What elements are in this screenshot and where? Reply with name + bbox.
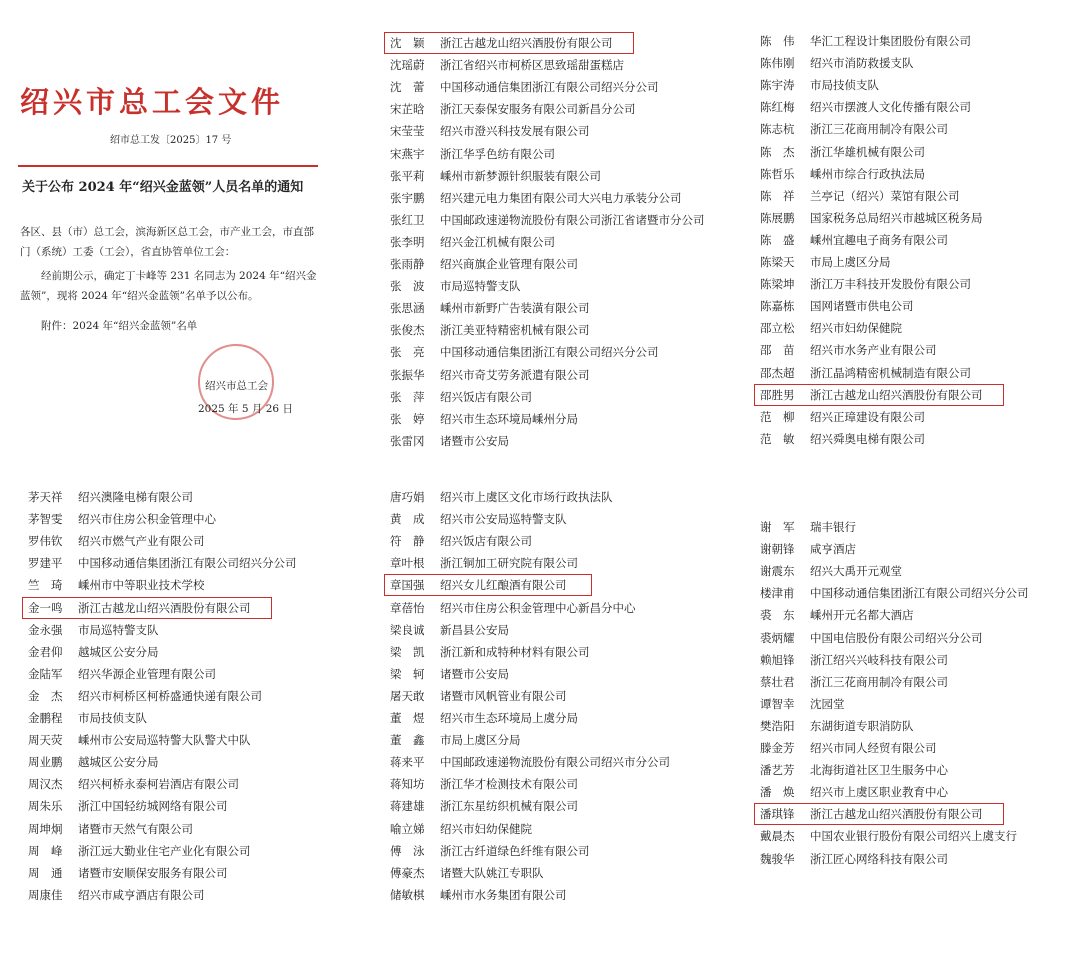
person-name: 符 静 — [390, 534, 425, 549]
person-name: 张思涵 — [390, 301, 425, 316]
person-name: 潘 焕 — [760, 785, 795, 800]
organization: 中国移动通信集团浙江有限公司绍兴分公司 — [440, 345, 659, 360]
organization: 市局技侦支队 — [78, 711, 147, 725]
person-name: 陈哲乐 — [760, 166, 795, 181]
organization: 嵊州市综合行政执法局 — [810, 166, 925, 181]
person-name: 梁良诚 — [390, 622, 425, 637]
recipients-paragraph: 各区、县（市）总工会，滨海新区总工会，市产业工会，市直部门（系统）工委（工会），省直协管单位工会： — [20, 226, 314, 258]
organization: 越城区公安分局 — [78, 755, 159, 770]
organization: 沈园堂 — [810, 696, 845, 711]
organization: 绍兴市水务产业有限公司 — [810, 343, 937, 358]
person-name: 金陆军 — [28, 666, 63, 681]
organization: 浙江美亚特精密机械有限公司 — [440, 323, 590, 338]
person-name: 陈展鹏 — [760, 210, 795, 225]
organization: 绍兴市公安局巡特警支队 — [440, 512, 567, 527]
person-name: 周 峰 — [28, 843, 63, 858]
person-name: 潘琪锋 — [760, 807, 795, 822]
organization: 浙江华雄机械有限公司 — [810, 144, 925, 159]
organization: 浙江三花商用制冷有限公司 — [810, 674, 948, 689]
person-name: 陈红梅 — [760, 100, 795, 115]
person-name: 茅天祥 — [28, 490, 63, 504]
organization: 诸暨大队姚江专职队 — [440, 865, 544, 880]
person-name: 张振华 — [390, 367, 425, 382]
notice-document-panel — [0, 0, 360, 470]
organization: 绍兴柯桥永泰柯岩酒店有限公司 — [78, 777, 239, 792]
notice-heading: 关于公布 2024 年“绍兴金蓝领”人员名单的通知 — [22, 180, 304, 195]
organization: 浙江晶鸿精密机械制造有限公司 — [810, 365, 971, 380]
person-name: 周业鹏 — [28, 755, 63, 770]
person-name: 蒋知坊 — [390, 777, 425, 792]
organization: 中国邮政速递物流股份有限公司浙江省诸暨市分公司 — [440, 212, 705, 227]
organization: 绍兴市澄兴科技发展有限公司 — [440, 124, 590, 139]
organization: 中国移动通信集团浙江有限公司绍兴分公司 — [810, 586, 1029, 601]
organization: 咸亨酒店 — [810, 542, 856, 557]
organization: 瑞丰银行 — [810, 520, 856, 534]
organization: 诸暨市天然气有限公司 — [78, 821, 193, 836]
organization: 东湖街道专职消防队 — [810, 718, 914, 733]
highlight-box — [754, 803, 1004, 825]
person-name: 谢朝锋 — [760, 542, 795, 557]
organization: 诸暨市风帆管业有限公司 — [440, 688, 567, 703]
person-name: 董 煜 — [390, 711, 425, 725]
organization: 市局巡特警支队 — [78, 622, 159, 637]
person-name: 张红卫 — [390, 212, 425, 227]
person-name: 储敏棋 — [390, 887, 425, 902]
person-name: 黄 成 — [390, 512, 425, 527]
person-name: 罗伟钦 — [28, 534, 63, 549]
person-name: 周朱乐 — [28, 799, 63, 814]
organization: 诸暨市公安局 — [440, 433, 509, 448]
organization: 诸暨市公安局 — [440, 666, 509, 681]
organization: 绍兴饭店有限公司 — [440, 534, 532, 549]
person-name: 金一鸣 — [28, 600, 63, 615]
organization: 嵊州开元名都大酒店 — [810, 608, 914, 623]
person-name: 谭智幸 — [760, 696, 795, 711]
person-name: 章国强 — [390, 578, 425, 593]
organization: 绍兴市妇幼保健院 — [810, 321, 902, 336]
person-name: 周汉杰 — [28, 777, 63, 792]
organization: 浙江万丰科技开发股份有限公司 — [810, 277, 971, 292]
name-list-page-1 — [362, 0, 722, 470]
organization: 浙江铜加工研究院有限公司 — [440, 556, 578, 571]
name-list-page-3 — [0, 472, 360, 964]
organization: 绍兴市住房公积金管理中心 — [78, 512, 216, 527]
person-name: 楼津甫 — [760, 586, 795, 601]
organization: 浙江华孚色纺有限公司 — [440, 146, 555, 161]
organization: 新昌县公安局 — [440, 622, 509, 637]
person-name: 陈梁坤 — [760, 277, 795, 292]
person-name: 唐巧娟 — [390, 490, 425, 504]
organization: 市局上虞区分局 — [440, 733, 521, 748]
person-name: 邵立松 — [760, 321, 795, 336]
name-list-page-4 — [362, 472, 722, 964]
person-name: 金鹏程 — [28, 711, 63, 725]
person-name: 陈 杰 — [760, 144, 795, 159]
organization: 绍兴华源企业管理有限公司 — [78, 666, 216, 681]
organization: 浙江华才检测技术有限公司 — [440, 777, 578, 792]
person-name: 梁 凯 — [390, 644, 425, 659]
person-name: 陈志杭 — [760, 122, 795, 137]
organization: 绍兴正璋建设有限公司 — [810, 409, 925, 424]
organization: 绍兴市生态环境局上虞分局 — [440, 711, 578, 725]
organization: 浙江古越龙山绍兴酒股份有限公司 — [810, 807, 983, 822]
person-name: 章蓓怡 — [390, 600, 425, 615]
person-name: 陈梁天 — [760, 255, 795, 269]
organization: 绍兴市上虞区文化市场行政执法队 — [440, 490, 613, 504]
organization: 浙江古越龙山绍兴酒股份有限公司 — [440, 36, 613, 50]
person-name: 傅豪杰 — [390, 865, 425, 880]
person-name: 裘炳耀 — [760, 630, 795, 645]
sign-date: 2025 年 5 月 26 日 — [198, 403, 293, 415]
person-name: 梁 轲 — [390, 666, 425, 681]
attachment-line: 附件：2024 年“绍兴金蓝领”名单 — [41, 320, 198, 332]
person-name: 沈 颖 — [390, 36, 425, 50]
organization: 浙江古越龙山绍兴酒股份有限公司 — [78, 600, 251, 615]
organization: 绍兴市柯桥区柯桥盛通快递有限公司 — [78, 688, 262, 703]
organization: 浙江东星纺织机械有限公司 — [440, 799, 578, 814]
organization: 绍兴建元电力集团有限公司大兴电力承装分公司 — [440, 190, 682, 205]
organization: 绍兴市妇幼保健院 — [440, 821, 532, 836]
organization: 绍兴市咸亨酒店有限公司 — [78, 887, 205, 902]
organization: 绍兴女儿红酿酒有限公司 — [440, 578, 567, 593]
person-name: 范 敏 — [760, 431, 795, 446]
organization: 中国农业银行股份有限公司绍兴上虞支行 — [810, 829, 1017, 844]
organization: 中国电信股份有限公司绍兴分公司 — [810, 630, 983, 645]
person-name: 戴晨杰 — [760, 829, 795, 844]
person-name: 张 萍 — [390, 389, 425, 404]
organization: 中国移动通信集团浙江有限公司绍兴分公司 — [78, 556, 297, 571]
person-name: 沈 蕾 — [390, 80, 425, 95]
organization: 市局巡特警支队 — [440, 279, 521, 294]
organization: 兰亭记（绍兴）菜馆有限公司 — [810, 188, 960, 203]
organization: 越城区公安分局 — [78, 644, 159, 659]
person-name: 章叶根 — [390, 556, 425, 571]
person-name: 罗建平 — [28, 556, 63, 571]
person-name: 张 波 — [390, 279, 425, 294]
organization: 绍兴澳隆电梯有限公司 — [78, 490, 193, 504]
person-name: 陈 伟 — [760, 34, 795, 48]
person-name: 屠天敢 — [390, 688, 425, 703]
organization: 嵊州宜趣电子商务有限公司 — [810, 232, 948, 247]
signer: 绍兴市总工会 — [205, 380, 268, 392]
person-name: 张 亮 — [390, 345, 425, 360]
person-name: 陈嘉栋 — [760, 299, 795, 314]
person-name: 裘 东 — [760, 608, 795, 623]
person-name: 张平莉 — [390, 168, 425, 183]
person-name: 金君仰 — [28, 644, 63, 659]
person-name: 邵胜男 — [760, 387, 795, 402]
organization: 嵊州市公安局巡特警大队警犬中队 — [78, 733, 251, 748]
person-name: 周坤炯 — [28, 821, 63, 836]
person-name: 潘艺芳 — [760, 763, 795, 778]
organization: 浙江省绍兴市柯桥区思致瑶甜蛋糕店 — [440, 58, 624, 73]
organization: 浙江古纤道绿色纤维有限公司 — [440, 843, 590, 858]
person-name: 张俊杰 — [390, 323, 425, 338]
red-divider — [18, 165, 318, 167]
organization: 嵊州市水务集团有限公司 — [440, 887, 567, 902]
organization: 市局技侦支队 — [810, 78, 879, 93]
person-name: 傅 泳 — [390, 843, 425, 858]
person-name: 赖旭锋 — [760, 652, 795, 667]
organization: 浙江远大勤业住宅产业化有限公司 — [78, 843, 251, 858]
person-name: 宋莹莹 — [390, 124, 425, 139]
organization: 嵊州市中等职业技术学校 — [78, 578, 205, 593]
person-name: 谢 军 — [760, 520, 795, 534]
person-name: 樊浩阳 — [760, 718, 795, 733]
organization: 绍兴市住房公积金管理中心新昌分中心 — [440, 600, 636, 615]
person-name: 魏骏华 — [760, 851, 795, 866]
person-name: 张雨静 — [390, 257, 425, 271]
person-name: 蒋建雄 — [390, 799, 425, 814]
organization: 绍兴市燃气产业有限公司 — [78, 534, 205, 549]
organization: 市局上虞区分局 — [810, 255, 891, 269]
document-number: 绍市总工发〔2025〕17 号 — [110, 135, 232, 146]
organization: 绍兴商旗企业管理有限公司 — [440, 257, 578, 271]
organization: 绍兴市奇艾劳务派遣有限公司 — [440, 367, 590, 382]
person-name: 金永强 — [28, 622, 63, 637]
body-paragraph: 经前期公示，确定丁卡峰等 231 名同志为 2024 年“绍兴金蓝领”，现将 2024 年“绍兴金蓝领”名单予以公布。 — [20, 270, 317, 302]
organization: 绍兴市同人经贸有限公司 — [810, 741, 937, 755]
highlight-box — [384, 32, 634, 54]
organization: 绍兴金江机械有限公司 — [440, 234, 555, 249]
organization: 浙江绍兴兴岐科技有限公司 — [810, 652, 948, 667]
person-name: 蒋来平 — [390, 755, 425, 770]
organization: 浙江天泰保安服务有限公司新昌分公司 — [440, 102, 636, 117]
organization: 浙江三花商用制冷有限公司 — [810, 122, 948, 137]
organization: 国家税务总局绍兴市越城区税务局 — [810, 210, 983, 225]
person-name: 陈伟刚 — [760, 56, 795, 71]
person-name: 张 婷 — [390, 411, 425, 426]
person-name: 周 通 — [28, 865, 63, 880]
person-name: 宋芷晗 — [390, 102, 425, 117]
highlight-box — [754, 384, 1004, 406]
organization: 绍兴市上虞区职业教育中心 — [810, 785, 948, 800]
name-list-page-2 — [724, 0, 1080, 470]
organization: 绍兴大禹开元观堂 — [810, 564, 902, 579]
person-name: 蔡壮君 — [760, 674, 795, 689]
person-name: 张李明 — [390, 234, 425, 249]
organization: 嵊州市新梦源针织服装有限公司 — [440, 168, 601, 183]
person-name: 金 杰 — [28, 688, 63, 703]
person-name: 董 鑫 — [390, 733, 425, 748]
person-name: 滕金芳 — [760, 741, 795, 755]
organization: 绍兴市生态环境局嵊州分局 — [440, 411, 578, 426]
organization: 绍兴市消防救援支队 — [810, 56, 914, 71]
person-name: 喻立娣 — [390, 821, 425, 836]
organization: 嵊州市新野广告装潢有限公司 — [440, 301, 590, 316]
person-name: 谢震东 — [760, 564, 795, 579]
document-title: 绍兴市总工会文件 — [20, 85, 285, 119]
person-name: 陈宇涛 — [760, 78, 795, 93]
organization: 绍兴市摆渡人文化传播有限公司 — [810, 100, 971, 115]
highlight-box — [22, 597, 272, 619]
organization: 华汇工程设计集团股份有限公司 — [810, 34, 971, 48]
person-name: 张雷冈 — [390, 433, 425, 448]
person-name: 邵杰超 — [760, 365, 795, 380]
organization: 浙江新和成特种材料有限公司 — [440, 644, 590, 659]
person-name: 周天荧 — [28, 733, 63, 748]
organization: 中国邮政速递物流股份有限公司绍兴市分公司 — [440, 755, 670, 770]
person-name: 陈 盛 — [760, 232, 795, 247]
organization: 浙江匠心网络科技有限公司 — [810, 851, 948, 866]
person-name: 陈 祥 — [760, 188, 795, 203]
person-name: 宋燕宇 — [390, 146, 425, 161]
organization: 中国移动通信集团浙江有限公司绍兴分公司 — [440, 80, 659, 95]
person-name: 范 柳 — [760, 409, 795, 424]
highlight-box — [384, 574, 592, 596]
person-name: 周康佳 — [28, 887, 63, 902]
name-list-page-5 — [724, 472, 1080, 964]
person-name: 沈瑶蔚 — [390, 58, 425, 73]
person-name: 茅智雯 — [28, 512, 63, 527]
person-name: 竺 琦 — [28, 578, 63, 593]
organization: 浙江古越龙山绍兴酒股份有限公司 — [810, 387, 983, 402]
organization: 国网诸暨市供电公司 — [810, 299, 914, 314]
organization: 北海街道社区卫生服务中心 — [810, 763, 948, 778]
organization: 浙江中国轻纺城网络有限公司 — [78, 799, 228, 814]
person-name: 邵 苗 — [760, 343, 795, 358]
organization: 绍兴饭店有限公司 — [440, 389, 532, 404]
organization: 绍兴舜奥电梯有限公司 — [810, 431, 925, 446]
person-name: 张宇鹏 — [390, 190, 425, 205]
organization: 诸暨市安顺保安服务有限公司 — [78, 865, 228, 880]
